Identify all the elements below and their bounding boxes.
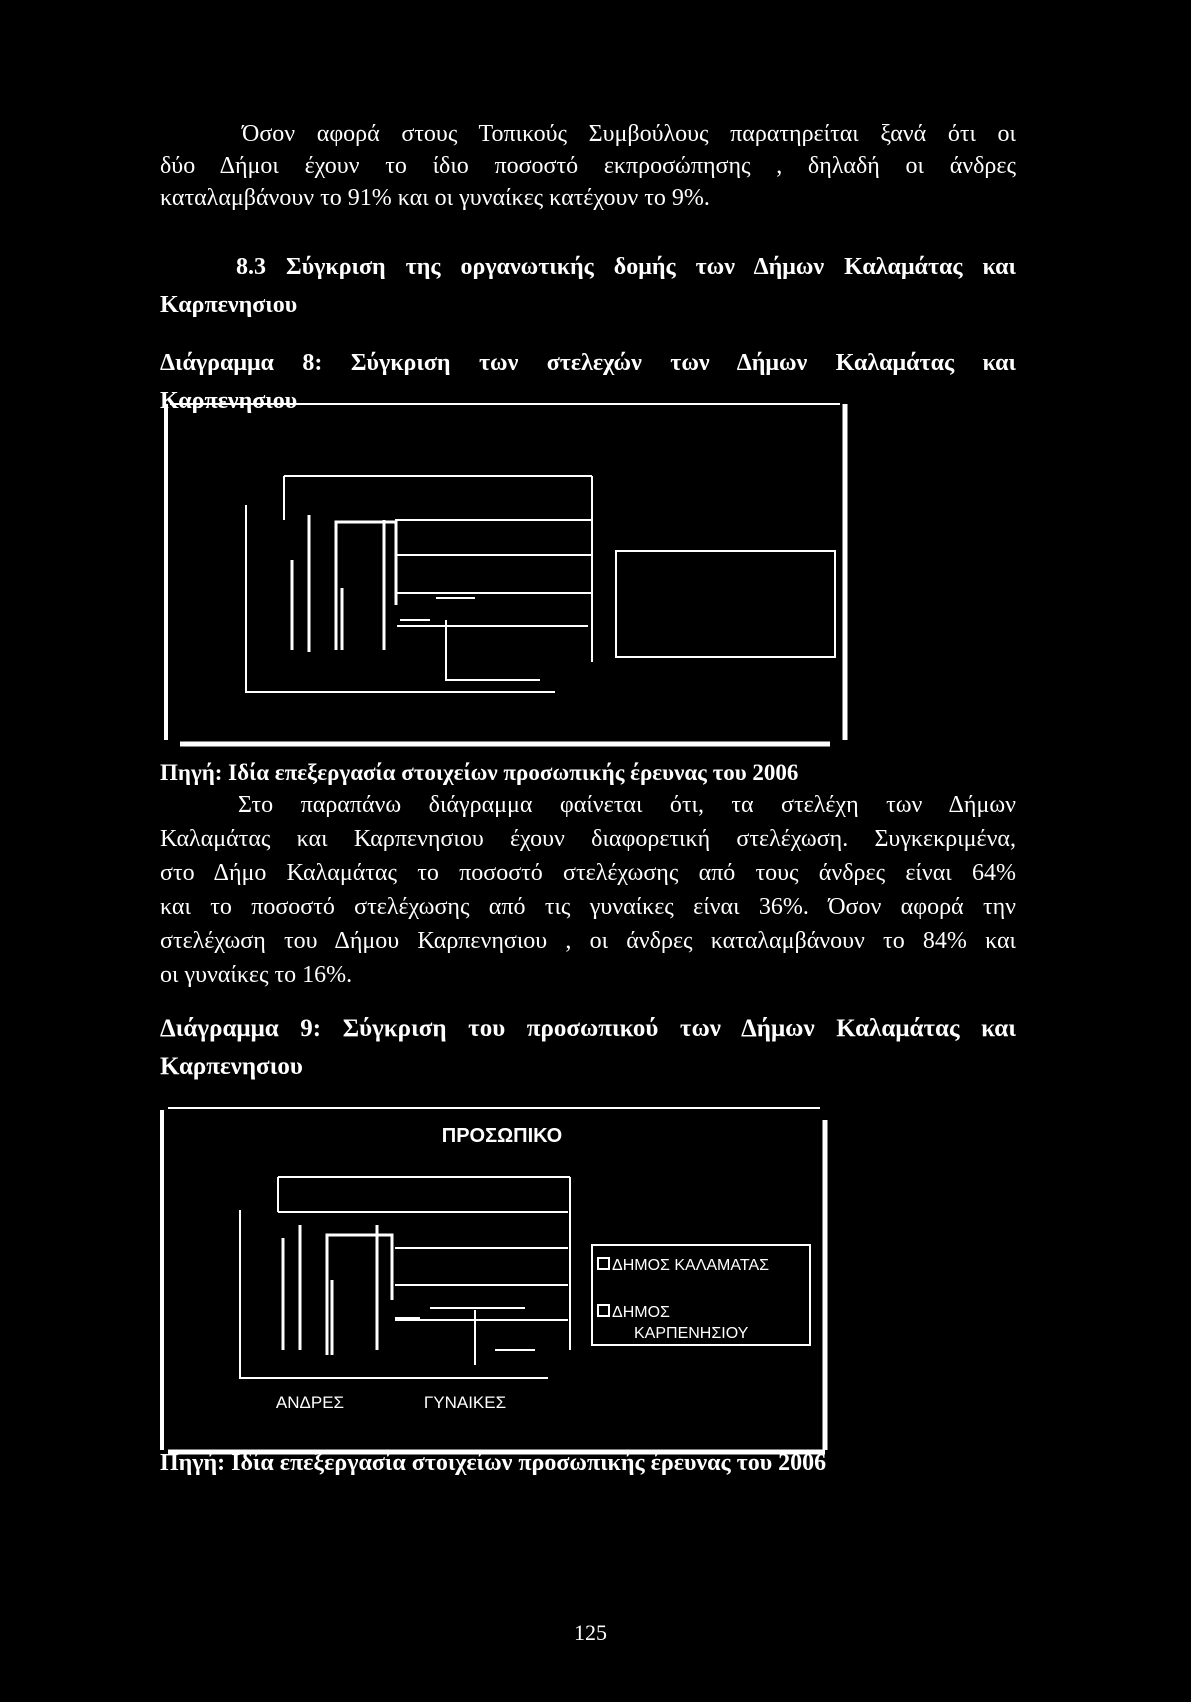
legend-label xyxy=(634,1325,749,1342)
legend-swatch xyxy=(598,1258,609,1269)
paragraph-staffing xyxy=(160,788,1016,992)
paragraph-line: Στο παραπάνω διάγραμμα φαίνεται ότι, τα στελέχη των Δήμων xyxy=(238,792,1016,818)
paragraph-line: Όσον αφορά στους Τοπικούς Συμβούλους παρατηρείται ξανά ότι οι xyxy=(242,121,1016,147)
chart-gridlines xyxy=(278,1177,570,1320)
legend-swatch xyxy=(598,1305,609,1316)
paragraph-line: στελέχωση του Δήμου Καρπενησιου , οι άνδρες καταλαμβάνουν το 84% και xyxy=(160,928,1016,954)
diagram9-title-line: Διάγραμμα 9: Σύγκριση του προσωπικού των Δήμων Καλαμάτας και xyxy=(160,1015,1016,1042)
section-heading-line: Καρπενησιου xyxy=(160,292,298,318)
legend-label-part: ΔΗΜΟΣ xyxy=(612,1304,670,1321)
x-tick-label: ΑΝΔΡΕΣ xyxy=(275,1393,345,1412)
legend-label xyxy=(612,1304,670,1321)
diagram9-source: Πηγή: Ιδία επεξεργασία στοιχείων προσωπικής έρευνας του 2006 xyxy=(160,1450,827,1476)
chart-legend-box xyxy=(616,551,835,657)
legend-label-part: ΚΑΡΠΕΝΗΣΙΟΥ xyxy=(634,1325,749,1342)
paragraph-line: και το ποσοστό στελέχωσης από τις γυναίκες είναι 36%. Όσον αφορά την xyxy=(160,894,1016,920)
diagram8-chart xyxy=(166,404,845,744)
x-tick-label: ΓΥΝΑΙΚΕΣ xyxy=(423,1393,507,1412)
diagram8-title-line: Διάγραμμα 8: Σύγκριση των στελεχών των Δήμων Καλαμάτας και xyxy=(160,350,1016,376)
chart-bar-outlines xyxy=(400,598,540,680)
paragraph-line: στο Δήμο Καλαμάτας το ποσοστό στελέχωσης από τους άνδρες είναι 64% xyxy=(160,860,1016,886)
paragraph-line: οι γυναίκες το 16%. xyxy=(160,962,353,988)
page-number: 125 xyxy=(574,1620,607,1645)
diagram8-title-line: Καρπενησιου xyxy=(160,388,298,414)
chart-bar-outlines xyxy=(292,515,396,652)
legend-label: ΔΗΜΟΣ ΚΑΛΑΜΑΤΑΣ xyxy=(612,1257,770,1274)
paragraph-line: καταλαμβάνουν το 91% και οι γυναίκες κατέχουν το 9%. xyxy=(160,185,710,211)
paragraph-line: δύο Δήμοι έχουν το ίδιο ποσοστό εκπροσώπησης , δηλαδή οι άνδρες xyxy=(160,153,1016,179)
section-heading-line: 8.3 Σύγκριση της οργανωτικής δομής των Δήμων Καλαμάτας και xyxy=(236,254,1016,280)
chart-bar-outlines xyxy=(283,1225,392,1355)
chart-gridlines xyxy=(284,476,592,626)
diagram8-source: Πηγή: Ιδία επεξεργασία στοιχείων προσωπικής έρευνας του 2006 xyxy=(160,760,799,785)
chart-title: ΠΡΟΣΩΠΙΚΟ xyxy=(441,1125,563,1147)
paragraph-line: Καλαμάτας και Καρπενησιου έχουν διαφορετική στελέχωση. Συγκεκριμένα, xyxy=(160,826,1016,852)
diagram9-title xyxy=(160,1010,1016,1086)
chart-axes xyxy=(240,1210,548,1378)
chart-bar-outlines xyxy=(395,1308,535,1365)
diagram9-title-line: Καρπενησιου xyxy=(160,1053,303,1080)
